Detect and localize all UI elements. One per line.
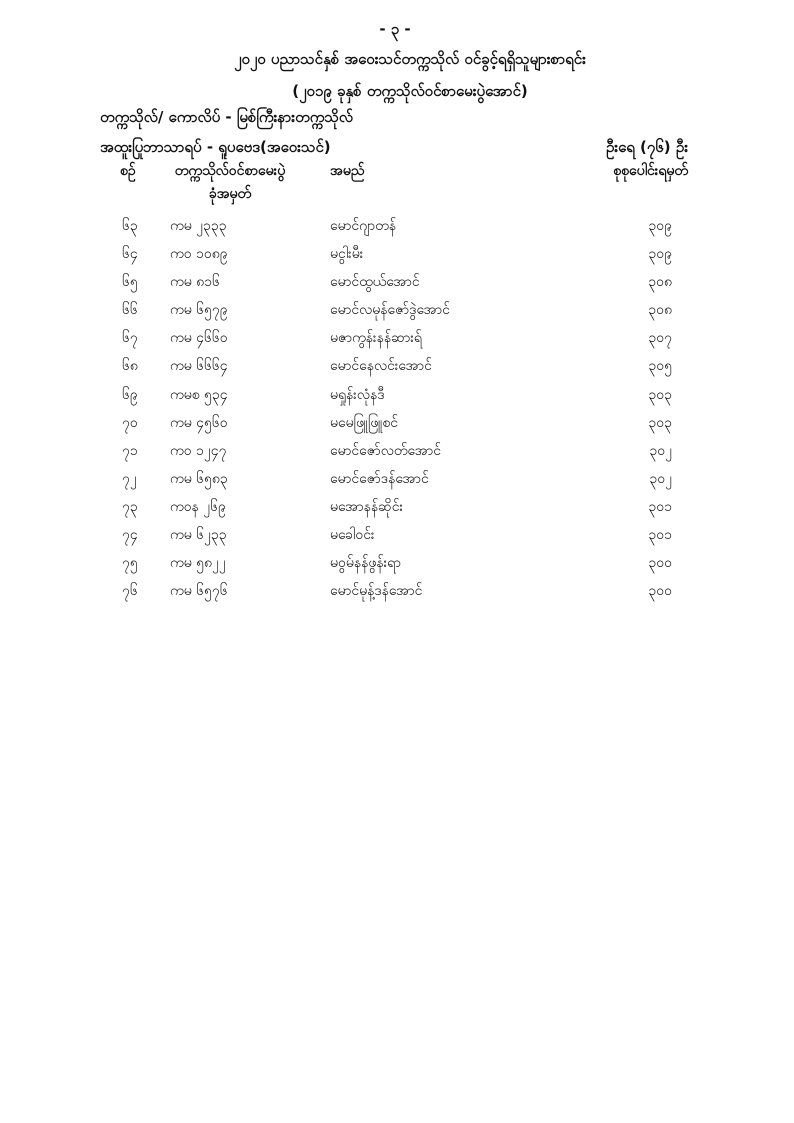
row-no: ၆၆ xyxy=(122,302,138,319)
table-row xyxy=(0,246,794,274)
page-number: - ၃ - xyxy=(379,20,411,38)
table-row xyxy=(0,443,794,471)
row-score: ၃၀၉ xyxy=(648,218,672,234)
row-name: မောင်မုန့်ဒန်အောင် xyxy=(330,583,423,600)
row-roll: ကဝ ၁၂၄၇ xyxy=(170,442,227,459)
row-name: မငွါးမီး xyxy=(330,246,364,263)
row-no: ၇၅ xyxy=(122,555,138,572)
row-no: ၇၀ xyxy=(122,414,138,431)
table-row xyxy=(0,415,794,443)
table-row xyxy=(0,499,794,527)
major-line: အထူးပြုဘာသာရပ် - ရူပဗေဒ(အဝေးသင်) xyxy=(100,138,331,156)
table-row xyxy=(0,218,794,246)
row-roll: ကမ ၆၅၈၃ xyxy=(170,470,228,487)
table-row xyxy=(0,274,794,302)
row-name: မောင်ဇော်ဒန်အောင် xyxy=(330,470,429,487)
row-name: မဇာကွန်းနန်ဆားရ် xyxy=(330,330,422,347)
row-no: ၇၆ xyxy=(122,583,138,600)
row-no: ၇၃ xyxy=(122,498,138,515)
row-name: မရှုန်းလုံနဒီ xyxy=(330,386,385,403)
row-score: ၃၀၈ xyxy=(648,302,672,319)
row-no: ၆၅ xyxy=(122,274,138,291)
row-name: မောင်ထွယ်အောင် xyxy=(330,274,420,291)
row-score: ၃၀၈ xyxy=(648,274,672,291)
row-roll: ကမ ၄၆၆၀ xyxy=(170,330,228,347)
table-row xyxy=(0,358,794,386)
row-roll: ကဝန ၂၆၉ xyxy=(170,498,226,515)
document-title: ၂၀၂၀ ပညာသင်နှစ် အဝေးသင်တက္ကသိုလ် ဝင်ခွင့်ရရှိသူများစာရင်း xyxy=(234,50,586,68)
header-score: စုစုပေါင်းရမှတ် xyxy=(613,163,688,179)
student-count: ဦးရေ (၇၆) ဦး xyxy=(605,138,688,156)
row-score: ၃၀၀ xyxy=(648,555,672,572)
row-no: ၆၃ xyxy=(122,218,138,234)
header-roll-line1: တက္ကသိုလ်ဝင်စာမေးပွဲ xyxy=(174,163,286,179)
row-score: ၃၀၁ xyxy=(648,527,672,544)
header-no: စဉ် xyxy=(120,163,136,179)
header-roll-line2: ခုံအမှတ် xyxy=(208,186,252,202)
row-name: မခေါဝင်း xyxy=(330,527,375,544)
table-row xyxy=(0,583,794,611)
row-roll: ကမ ၄၅၆၀ xyxy=(170,414,228,431)
row-name: မောင်ဇော်လတ်အောင် xyxy=(330,442,441,459)
document-subtitle: (၂၀၁၉ ခုနှစ် တက္ကသိုလ်ဝင်စာမေးပွဲအောင်) xyxy=(292,82,528,100)
table-row xyxy=(0,555,794,583)
row-name: မဝွမ်နန်ဖွန်းရာ xyxy=(330,555,401,572)
row-roll: ကမ ၂၃၃၃ xyxy=(170,218,227,234)
row-score: ၃၀၅ xyxy=(648,358,672,375)
table-row xyxy=(0,471,794,499)
table-row xyxy=(0,302,794,330)
row-no: ၇၁ xyxy=(122,442,138,459)
row-no: ၆၉ xyxy=(122,386,138,403)
row-score: ၃၀၂ xyxy=(649,470,672,487)
header-name: အမည် xyxy=(330,163,365,179)
row-name: မောင်ဂျာတန် xyxy=(330,218,396,234)
row-score: ၃၀၃ xyxy=(648,414,672,431)
row-score: ၃၀၀ xyxy=(648,583,672,600)
row-score: ၃၀၁ xyxy=(648,498,672,515)
row-score: ၃၀၇ xyxy=(648,330,672,347)
university-line: တက္ကသိုလ်/ ကောလိပ် - မြစ်ကြီးနားတက္ကသိုလ် xyxy=(100,108,353,126)
row-roll: ကမ ၆၅၇၆ xyxy=(170,583,228,600)
row-roll: ကဝ ၁၀၈၉ xyxy=(170,246,228,263)
row-no: ၆၈ xyxy=(122,358,138,375)
row-name: မမေဖြူဖြူစင် xyxy=(330,414,399,431)
row-roll: ကမ ၆၅၇၉ xyxy=(170,302,228,319)
results-table xyxy=(0,218,794,611)
row-roll: ကမစ ၅၃၄ xyxy=(170,386,228,403)
row-score: ၃၀၃ xyxy=(648,386,672,403)
row-roll: ကမ ၈၁၆ xyxy=(170,274,220,291)
row-no: ၇၂ xyxy=(122,470,137,487)
table-row xyxy=(0,330,794,358)
row-roll: ကမ ၆၂၃၃ xyxy=(170,527,227,544)
row-name: မအောနန်ဆိုင်း xyxy=(330,498,404,515)
row-roll: ကမ ၆၆၆၄ xyxy=(170,358,228,375)
row-name: မောင်နေလင်းအောင် xyxy=(330,358,432,375)
row-score: ၃၀၉ xyxy=(648,246,672,263)
row-name: မောင်လမုန်ဇော်ဒွဲအောင် xyxy=(330,302,450,319)
row-score: ၃၀၂ xyxy=(649,442,672,459)
row-roll: ကမ ၅၈၂၂ xyxy=(170,555,226,572)
table-row xyxy=(0,387,794,415)
row-no: ၆၄ xyxy=(122,246,138,263)
row-no: ၆၇ xyxy=(122,330,138,347)
table-row xyxy=(0,527,794,555)
row-no: ၇၄ xyxy=(122,527,138,544)
